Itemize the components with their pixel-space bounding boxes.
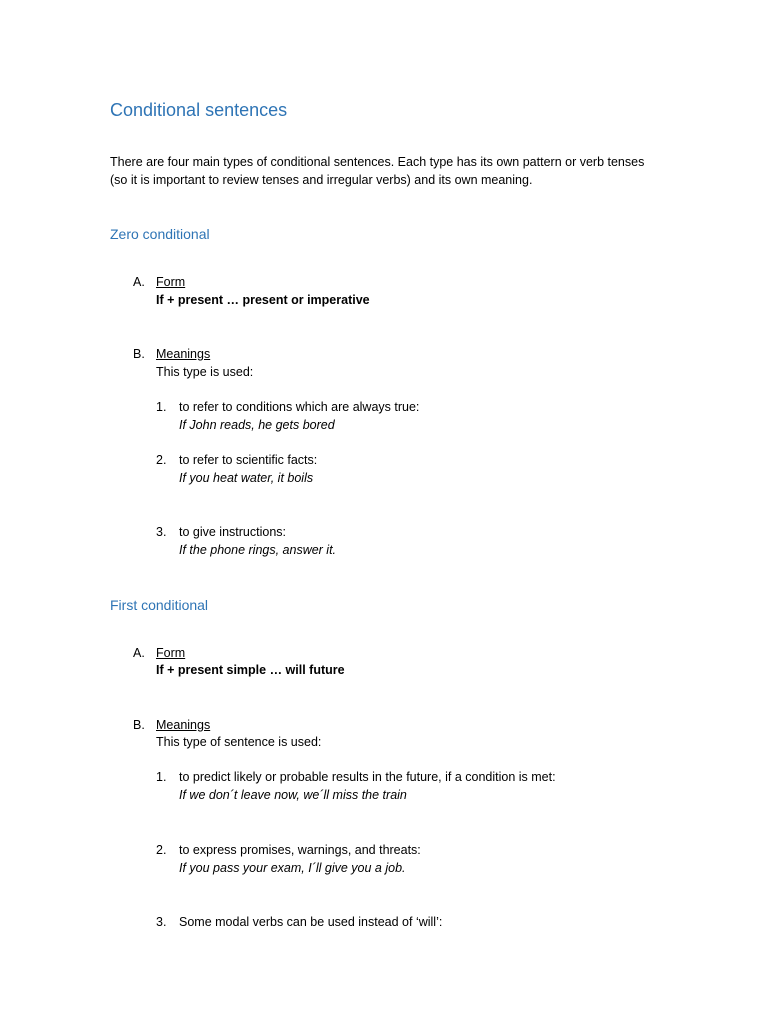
- form-pattern: If + present simple … will future: [156, 663, 345, 677]
- page-title: Conditional sentences: [110, 100, 288, 120]
- list-marker-form: A.: [133, 646, 145, 660]
- item-example: If the phone rings, answer it.: [179, 543, 337, 557]
- section-heading-zero-conditional: Zero conditional: [110, 226, 210, 242]
- item-number: 1.: [156, 400, 167, 414]
- item-text: to predict likely or probable results in the future, if a condition is met:: [179, 770, 556, 784]
- item-text: to express promises, warnings, and threats:: [179, 843, 421, 857]
- section-heading-first-conditional: First conditional: [110, 597, 209, 613]
- item-number: 3.: [156, 525, 167, 539]
- list-marker-meanings: B.: [133, 347, 145, 361]
- form-label: Form: [156, 275, 186, 289]
- list-marker-meanings: B.: [133, 718, 145, 732]
- form-label: Form: [156, 646, 186, 660]
- meanings-lead: This type of sentence is used:: [156, 735, 322, 749]
- meanings-lead: This type is used:: [156, 365, 254, 379]
- item-number: 2.: [156, 843, 167, 857]
- meanings-label: Meanings: [156, 347, 211, 361]
- list-marker-form: A.: [133, 275, 145, 289]
- form-pattern: If + present … present or imperative: [156, 293, 370, 307]
- meanings-label: Meanings: [156, 718, 211, 732]
- item-text: to refer to conditions which are always true:: [179, 400, 420, 414]
- item-number: 3.: [156, 915, 167, 929]
- intro-paragraph: There are four main types of conditional sentences. Each type has its own pattern or verb tenses (so it is important to review tenses and irregular verbs) and its own meaning.: [110, 155, 645, 187]
- item-text: to give instructions:: [179, 525, 286, 539]
- item-example: If John reads, he gets bored: [179, 418, 335, 432]
- item-number: 1.: [156, 770, 167, 784]
- item-example: If you pass your exam, I´ll give you a job.: [179, 861, 406, 875]
- item-example: If we don´t leave now, we´ll miss the train: [179, 788, 407, 802]
- item-text: Some modal verbs can be used instead of ‘will’:: [179, 915, 443, 929]
- item-text: to refer to scientific facts:: [179, 453, 318, 467]
- item-example: If you heat water, it boils: [179, 471, 314, 485]
- item-number: 2.: [156, 453, 167, 467]
